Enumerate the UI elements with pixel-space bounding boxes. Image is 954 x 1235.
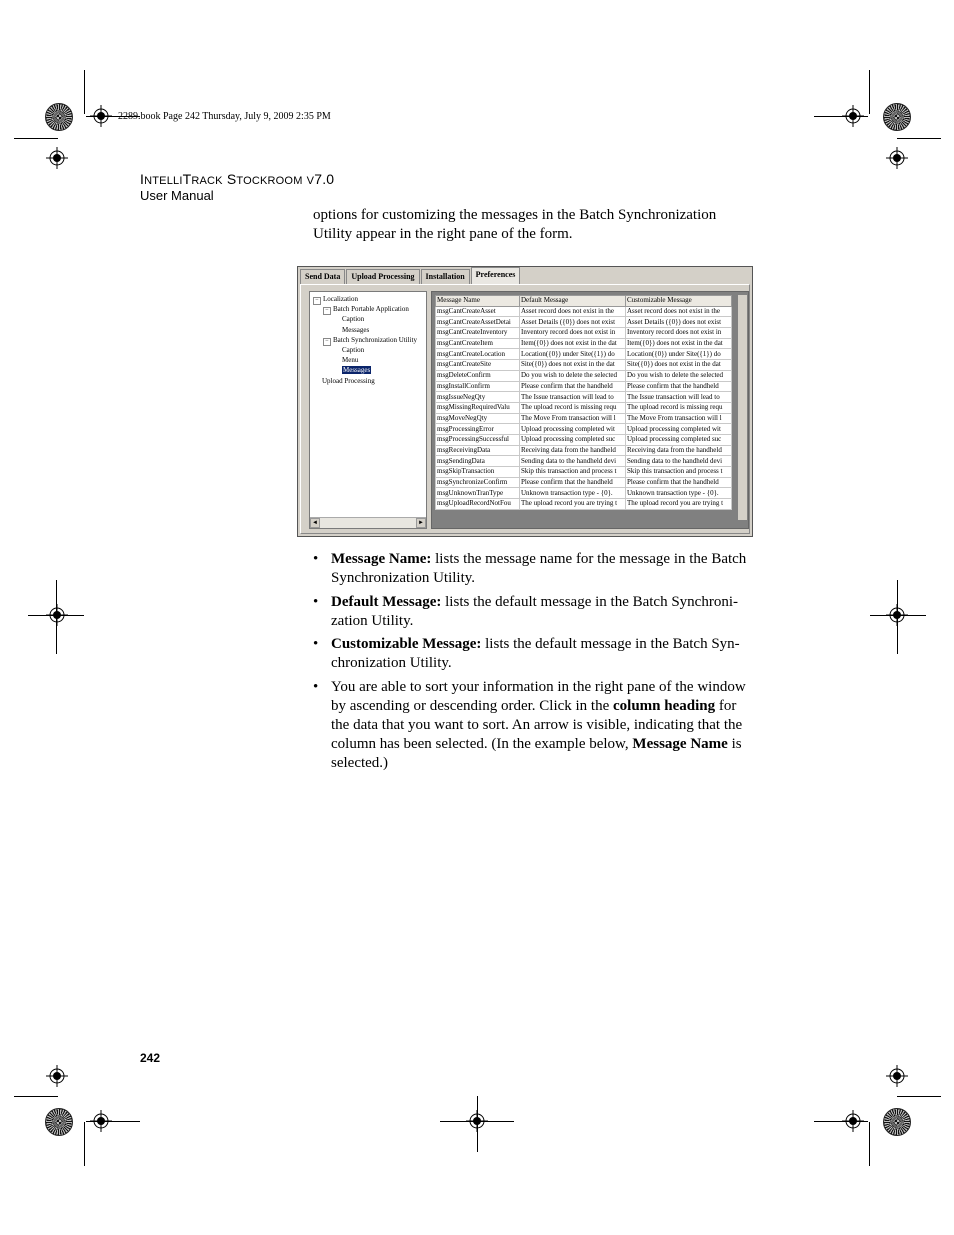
table-row[interactable] [436,424,732,435]
intro-paragraph: options for customizing the messages in the Batch Synchronization Utility appear in the right pane of the form. [313,207,717,242]
tab-upload-processing[interactable]: Upload Processing [346,269,419,285]
table-cell[interactable]: Site({0}) does not exist in the dat [626,360,732,371]
localization-tree[interactable] [309,291,427,529]
table-cell[interactable]: Sending data to the handheld devi [626,456,732,467]
table-cell: Skip this transaction and process t [520,467,626,478]
running-head-segment: T [182,171,192,187]
table-cell[interactable]: Asset Details ({0}) does not exist [626,317,732,328]
table-cell: Asset record does not exist in the [520,306,626,317]
collapse-icon[interactable]: − [323,307,331,315]
table-cell[interactable]: Asset record does not exist in the [626,306,732,317]
table-cell[interactable]: Item({0}) does not exist in the dat [626,338,732,349]
crop-line [14,138,58,139]
registration-target-icon [842,105,864,127]
color-bar-rosette-icon [45,103,73,131]
registration-target-icon [90,1110,112,1132]
table-row[interactable] [436,360,732,371]
body-text: lists the default message in the Batch Synchroni-zation Utility. [331,593,738,629]
collapse-icon[interactable]: − [313,297,321,305]
table-row[interactable] [436,413,732,424]
crop-line [14,1096,58,1097]
table-cell: msgIssueNegQty [436,392,520,403]
running-head-segment: 7.0 [314,171,335,187]
table-cell: The Issue transaction will lead to [520,392,626,403]
tree-item[interactable] [342,366,371,375]
list-item [313,593,758,631]
table-cell[interactable]: Unknown transaction type - {0}. [626,488,732,499]
tree-item[interactable] [342,356,358,365]
running-head-segment: NTELLI [144,175,183,187]
column-header[interactable]: Message Name [436,296,520,307]
table-cell: Please confirm that the handheld [520,381,626,392]
table-row[interactable] [436,317,732,328]
table-row[interactable] [436,392,732,403]
tree-item[interactable] [323,305,409,315]
tab-preferences[interactable]: Preferences [471,267,521,285]
registration-target-icon [46,1065,68,1087]
list-item [313,678,758,773]
table-cell: msgReceivingData [436,445,520,456]
table-cell: Upload processing completed wit [520,424,626,435]
tree-item-label: Menu [342,356,359,365]
table-cell: msgInstallConfirm [436,381,520,392]
registration-target-icon [886,147,908,169]
page-number: 242 [140,1051,161,1065]
table-cell: msgSendingData [436,456,520,467]
table-row[interactable] [436,349,732,360]
column-header[interactable]: Customizable Message [626,296,732,307]
bold-term: Message Name [632,735,728,752]
color-bar-rosette-icon [883,103,911,131]
table-cell[interactable]: Upload processing completed suc [626,434,732,445]
table-row[interactable] [436,338,732,349]
table-cell[interactable]: Location({0}) under Site({1}) do [626,349,732,360]
body-text: You are able to sort your information in the right pane of the window by ascending or descending order. Click in the [331,678,746,714]
table-row[interactable] [436,499,732,510]
tree-item-label: Upload Processing [322,376,375,385]
registration-target-icon [886,1065,908,1087]
bold-term: Default Message: [331,593,442,610]
bold-term: column heading [613,697,716,714]
table-row[interactable] [436,328,732,339]
registration-target-icon [886,604,908,626]
table-cell: The upload record you are trying t [520,499,626,510]
table-cell: msgSkipTransaction [436,467,520,478]
table-cell: Sending data to the handheld devi [520,456,626,467]
table-cell[interactable]: The Move From transaction will l [626,413,732,424]
tree-horizontal-scrollbar[interactable] [310,517,426,528]
file-slug: 2289.book Page 242 Thursday, July 9, 2009 2:35 PM [118,111,331,122]
table-cell[interactable]: Receiving data from the handheld [626,445,732,456]
tree-item-label: Batch Synchronization Utility [333,335,417,344]
body-text: lists the message name for the message in the Batch Synchronization Utility. [331,551,747,586]
bold-term: Message Name: [331,551,432,567]
bold-term: Customizable Message: [331,636,482,652]
scroll-left-icon[interactable]: ◄ [310,518,320,528]
table-cell: msgCantCreateLocation [436,349,520,360]
table-row[interactable] [436,434,732,445]
table-cell: msgCantCreateSite [436,360,520,371]
table-cell[interactable]: Skip this transaction and process t [626,467,732,478]
table-cell: msgUploadRecordNotFou [436,499,520,510]
table-row[interactable] [436,456,732,467]
table-cell[interactable]: Please confirm that the handheld [626,477,732,488]
table-cell: msgSynchronizeConfirm [436,477,520,488]
tab-installation[interactable]: Installation [421,269,470,285]
table-cell: msgUnknownTranType [436,488,520,499]
table-cell[interactable]: Inventory record does not exist in [626,328,732,339]
table-cell: msgProcessingSuccessful [436,434,520,445]
running-head-segment: V [306,175,315,187]
table-cell: Do you wish to delete the selected [520,370,626,381]
table-cell: Item({0}) does not exist in the dat [520,338,626,349]
table-cell: Asset Details ({0}) does not exist [520,317,626,328]
table-row[interactable] [436,370,732,381]
table-cell: Location({0}) under Site({1}) do [520,349,626,360]
table-cell: Unknown transaction type - {0}. [520,488,626,499]
table-cell[interactable]: Please confirm that the handheld [626,381,732,392]
registration-target-icon [466,1110,488,1132]
tree-item[interactable] [342,346,364,355]
tree-item-label: Messages [342,325,370,334]
table-cell[interactable]: The Issue transaction will lead to [626,392,732,403]
registration-target-icon [46,604,68,626]
tree-item[interactable] [342,326,369,335]
registration-target-icon [46,147,68,169]
table-row[interactable] [436,306,732,317]
table-cell: msgCantCreateItem [436,338,520,349]
tree-item[interactable] [342,315,364,324]
running-head-segment: TOCKROOM [236,175,303,187]
table-cell: Please confirm that the handheld [520,477,626,488]
preferences-panel [300,284,750,534]
table-row[interactable] [436,467,732,478]
registration-target-icon [842,1110,864,1132]
crop-line [84,70,85,114]
body-text: for the data that you want to sort. An arrow is visible, indicating that the column has been selected. (In the example below, [331,697,743,752]
table-row[interactable] [436,402,732,413]
color-bar-rosette-icon [883,1108,911,1136]
grid-vertical-scrollbar[interactable] [738,295,747,520]
tab-strip [300,269,521,285]
tree-item-label: Caption [342,315,365,324]
preferences-window-screenshot [297,266,753,537]
field-description-list [313,550,758,777]
running-head-segment: RACK [191,175,223,187]
crop-line [897,138,941,139]
table-cell: Upload processing completed suc [520,434,626,445]
table-cell[interactable]: The upload record you are trying t [626,499,732,510]
color-bar-rosette-icon [45,1108,73,1136]
table-cell: The upload record is missing requ [520,402,626,413]
table-cell: The Move From transaction will l [520,413,626,424]
list-item [313,635,758,673]
tree-item[interactable] [323,336,417,346]
table-cell[interactable]: Upload processing completed wit [626,424,732,435]
table-row[interactable] [436,488,732,499]
collapse-icon[interactable]: − [323,338,331,346]
tree-item-label: Localization [323,295,358,303]
table-row[interactable] [436,445,732,456]
tab-send-data[interactable]: Send Data [300,269,345,285]
table-cell: msgCantCreateInventory [436,328,520,339]
crop-line [84,1122,85,1166]
tree-item-label: Caption [342,346,365,354]
table-cell: Receiving data from the handheld [520,445,626,456]
running-head-subtitle: User Manual [140,188,214,203]
body-text: lists the default message in the Batch Syn-chronization Utility. [331,636,740,671]
running-head-segment: I [140,171,145,187]
table-cell[interactable]: Do you wish to delete the selected [626,370,732,381]
running-head-title [140,171,334,187]
registration-target-icon [90,105,112,127]
tree-item-label: Batch Portable Application [333,305,409,314]
table-cell: msgCantCreateAssetDetai [436,317,520,328]
table-cell: msgProcessingError [436,424,520,435]
table-cell: msgMissingRequiredValu [436,402,520,413]
messages-grid [431,291,749,529]
table-cell: msgCantCreateAsset [436,306,520,317]
running-head-segment: S [222,171,237,187]
tree-item[interactable] [313,295,358,305]
tree-item[interactable] [322,377,375,386]
crop-line [869,1122,870,1166]
crop-line [869,70,870,114]
table-cell[interactable]: The upload record is missing requ [626,402,732,413]
table-cell: msgDeleteConfirm [436,370,520,381]
table-cell: Site({0}) does not exist in the dat [520,360,626,371]
table-row[interactable] [436,477,732,488]
body-text: is selected.) [331,735,742,771]
messages-table [435,295,732,510]
crop-line [897,1096,941,1097]
tree-item-label: Messages [343,366,371,375]
scroll-right-icon[interactable]: ► [416,518,426,528]
table-row[interactable] [436,381,732,392]
table-cell: Inventory record does not exist in [520,328,626,339]
table-cell: msgMoveNegQty [436,413,520,424]
column-header[interactable]: Default Message [520,296,626,307]
list-item [313,550,758,588]
